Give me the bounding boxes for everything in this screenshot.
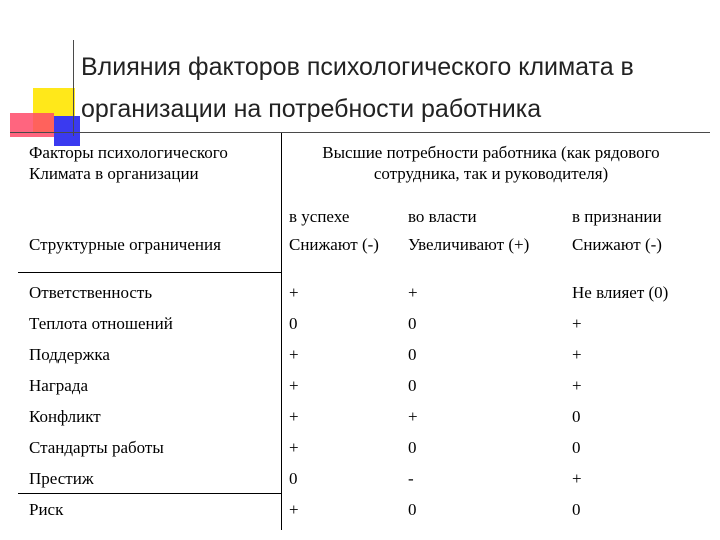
decor-red-bar [10, 113, 54, 137]
header-factors-line-2: Климата в организации [29, 164, 199, 183]
table-cell-recognition: + [572, 376, 582, 395]
table-vertical-divider [281, 133, 282, 530]
table-cell-power: Увеличивают (+) [408, 235, 530, 254]
table-cell-success: + [289, 500, 299, 519]
table-cell-recognition: + [572, 314, 582, 333]
table-row-factor: Структурные ограничения [29, 235, 221, 254]
slide-title [81, 46, 711, 130]
table-row-factor: Награда [29, 376, 89, 395]
table-cell-recognition: Снижают (-) [572, 235, 662, 254]
table-cell-recognition: + [572, 345, 582, 364]
table-cell-power: 0 [408, 345, 417, 364]
table-row-factor: Конфликт [29, 407, 101, 426]
header-factors-line-1: Факторы психологического [29, 143, 228, 162]
subheader-recognition: в признании [572, 207, 662, 226]
table-row-factor: Ответственность [29, 283, 153, 302]
header-needs-line-2: сотрудника, так и руководителя) [373, 164, 609, 183]
table-cell-success: + [289, 376, 299, 395]
table-cell-success: 0 [289, 469, 298, 488]
table-cell-power: 0 [408, 500, 417, 519]
table-cell-success: 0 [289, 314, 298, 333]
table-cell-recognition: Не влияет (0) [572, 283, 669, 302]
table-cell-recognition: 0 [572, 438, 581, 457]
table-cell-success: + [289, 345, 299, 364]
header-needs [289, 142, 693, 184]
decor-horizontal-line [10, 132, 710, 133]
table-cell-success: + [289, 283, 299, 302]
header-needs-line-1: Высшие потребности работника (как рядового [322, 143, 660, 162]
table-cell-success: Снижают (-) [289, 235, 379, 254]
table-cell-power: 0 [408, 376, 417, 395]
table-cell-power: - [408, 469, 414, 488]
table-cell-success: + [289, 407, 299, 426]
table-row-factor: Поддержка [29, 345, 110, 364]
table-row-factor: Престиж [29, 469, 94, 488]
table-row-divider [18, 272, 281, 273]
decor-vertical-line [73, 40, 74, 136]
table-cell-success: + [289, 438, 299, 457]
table-cell-power: 0 [408, 438, 417, 457]
header-factors [29, 142, 228, 184]
table-row-factor: Стандарты работы [29, 438, 164, 457]
table-cell-power: + [408, 283, 418, 302]
table-row-factor: Теплота отношений [29, 314, 173, 333]
slide-title-line-2: организации на потребности работника [81, 95, 542, 123]
table-cell-power: + [408, 407, 418, 426]
table-cell-recognition: 0 [572, 500, 581, 519]
subheader-success: в успехе [289, 207, 350, 226]
subheader-power: во власти [408, 207, 477, 226]
table-cell-recognition: 0 [572, 407, 581, 426]
table-row-factor: Риск [29, 500, 64, 519]
table-cell-recognition: + [572, 469, 582, 488]
table-cell-power: 0 [408, 314, 417, 333]
slide-title-line-1: Влияния факторов психологического климата в [81, 53, 634, 81]
table-row-divider [18, 493, 281, 494]
